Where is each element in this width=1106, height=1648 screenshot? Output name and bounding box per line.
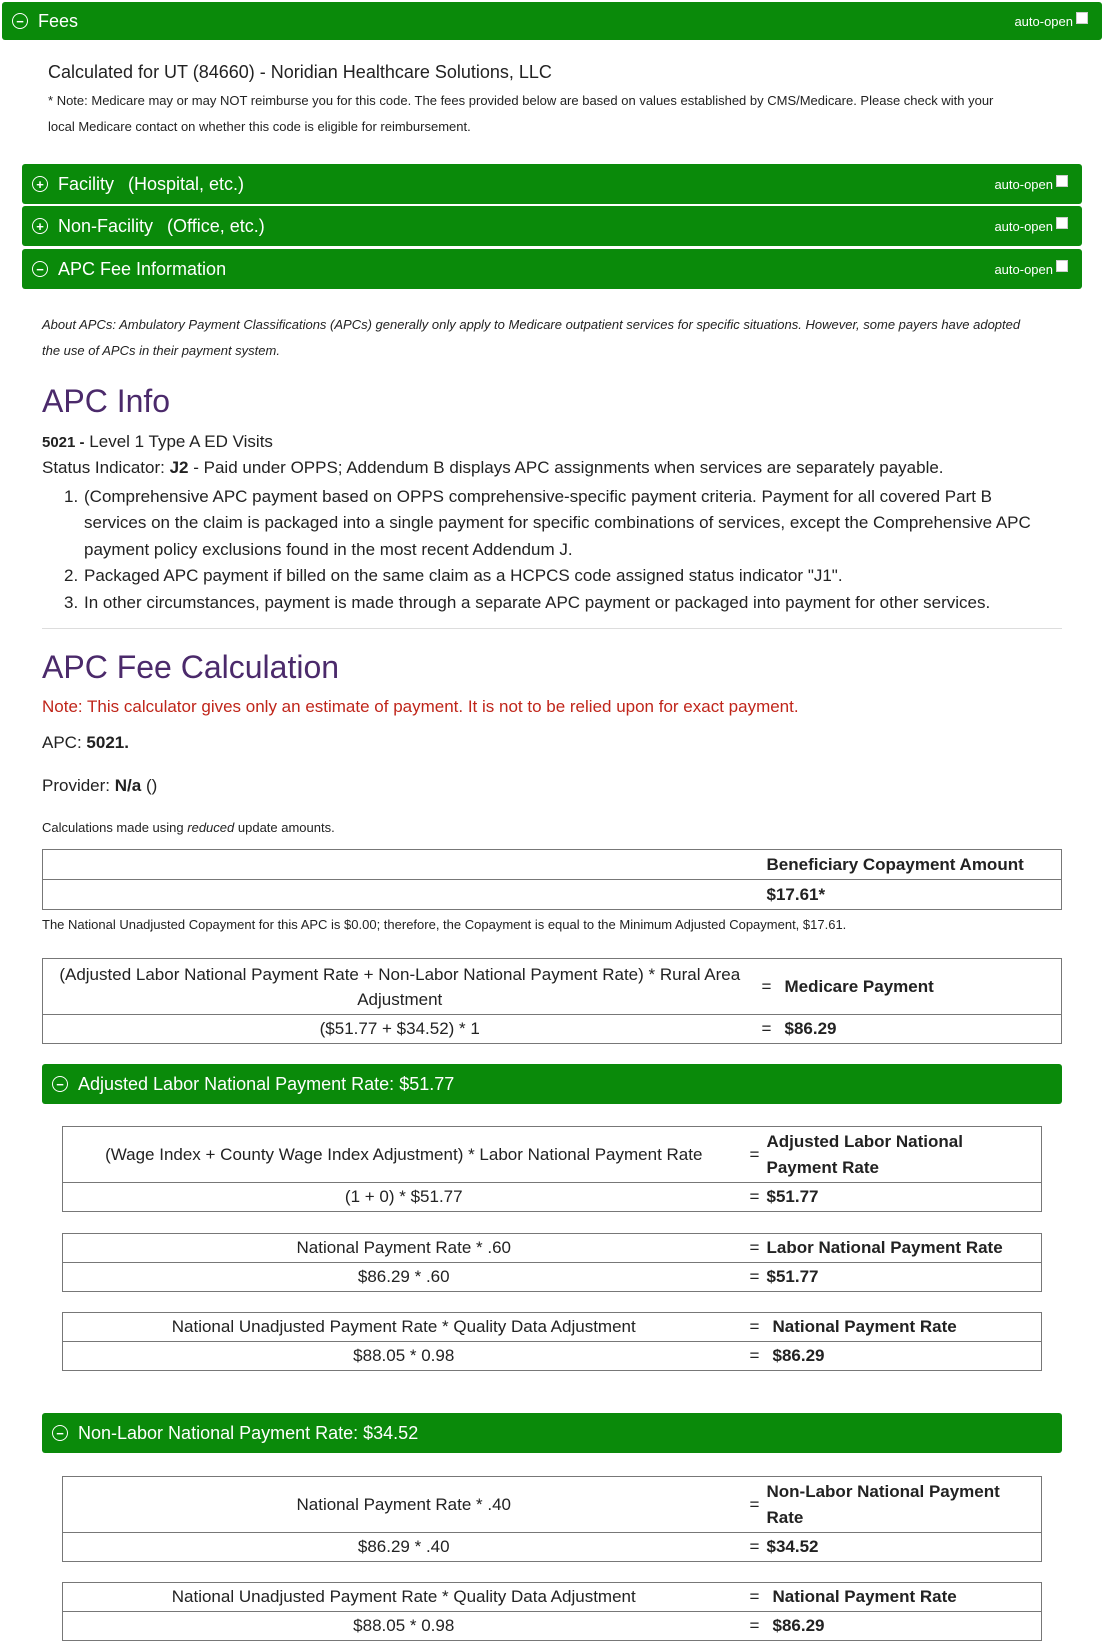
list-item xyxy=(64,563,1064,589)
non-facility-label: Non-Facility xyxy=(58,215,154,236)
facility-sub: (Hospital, etc.) xyxy=(128,173,245,194)
formula: (Wage Index + County Wage Index Adjustment) * Labor National Payment Rate xyxy=(63,1127,745,1183)
auto-open-label: auto-open xyxy=(1014,13,1073,29)
equals-sign: = xyxy=(757,959,777,1015)
auto-open-label: auto-open xyxy=(994,218,1053,234)
about-line1: About APCs: Ambulatory Payment Classifications (APCs) generally only apply to Medicare outpatient services for specific situations. However, some payers have adopted xyxy=(42,317,1021,332)
table-row xyxy=(63,1313,1042,1342)
result-value: $51.77 xyxy=(765,1183,1042,1212)
result-label xyxy=(765,1477,1042,1533)
table-row xyxy=(63,1263,1042,1292)
non-labor-national-table xyxy=(62,1476,1042,1562)
adjusted-labor-table xyxy=(62,1126,1042,1212)
auto-open-checkbox[interactable] xyxy=(1056,175,1068,187)
result-value: $86.29 xyxy=(765,1612,1042,1641)
copay-header: Beneficiary Copayment Amount xyxy=(759,850,1062,880)
equals-sign: = xyxy=(745,1183,765,1212)
non-labor-panel-title: Non-Labor National Payment Rate: $34.52 xyxy=(78,1422,419,1443)
minus-circle-icon[interactable]: − xyxy=(52,1425,68,1441)
table-row xyxy=(43,1015,1062,1044)
formula-line: Adjustment xyxy=(357,989,443,1009)
calc-suffix: update amounts. xyxy=(237,820,335,835)
note-line2: local Medicare contact on whether this code is eligible for reimbursement. xyxy=(48,119,471,134)
list-line: services on the claim is packaged into a single payment for specific combinations of services, except the Comprehensive APC xyxy=(84,513,1031,533)
calc: $86.29 * .40 xyxy=(63,1533,745,1562)
list-number: 3. xyxy=(64,592,79,612)
apc-label: APC: xyxy=(42,733,82,752)
copay-value: $17.61* xyxy=(759,880,1062,910)
formula: National Unadjusted Payment Rate * Quality Data Adjustment xyxy=(63,1583,745,1612)
minus-circle-icon[interactable]: − xyxy=(52,1076,68,1092)
copay-note: The National Unadjusted Copayment for this APC is $0.00; therefore, the Copayment is equal to the Minimum Adjusted Copayment, $17.61. xyxy=(42,917,847,932)
list-text xyxy=(82,484,1031,563)
result-value: $51.77 xyxy=(765,1263,1042,1292)
equals-sign: = xyxy=(745,1127,765,1183)
labor-national-table xyxy=(62,1233,1042,1292)
about-line2: the use of APCs in their payment system. xyxy=(42,343,280,358)
equals-sign: = xyxy=(745,1533,765,1562)
result-label: Labor National Payment Rate xyxy=(765,1234,1042,1263)
labor-panel-title: Adjusted Labor National Payment Rate: $51.77 xyxy=(78,1073,455,1094)
apc-code: 5021 - xyxy=(42,434,85,451)
auto-open-label: auto-open xyxy=(994,261,1053,277)
auto-open-label: auto-open xyxy=(994,176,1053,192)
medicare-payment-table xyxy=(42,958,1062,1044)
result-value: $34.52 xyxy=(765,1533,1042,1562)
table-row xyxy=(63,1234,1042,1263)
copay-table xyxy=(42,849,1062,910)
equals-sign: = xyxy=(745,1342,765,1371)
list-text: Packaged APC payment if billed on the same claim as a HCPCS code assigned status indicator "J1". xyxy=(84,566,843,586)
formula-line: (Adjusted Labor National Payment Rate + Non-Labor National Payment Rate) * Rural Area xyxy=(59,964,741,984)
minus-circle-icon[interactable]: − xyxy=(32,261,48,277)
table-cell xyxy=(43,850,759,880)
national-payment-table-2 xyxy=(62,1582,1042,1641)
calc: $88.05 * 0.98 xyxy=(63,1612,745,1641)
status-indicator-line xyxy=(42,458,944,478)
list-item xyxy=(64,590,1064,616)
facility-label: Facility xyxy=(58,173,115,194)
auto-open-checkbox[interactable] xyxy=(1076,12,1088,24)
result-label xyxy=(765,1127,1042,1183)
non-facility-panel-header[interactable] xyxy=(22,206,1082,246)
table-row xyxy=(43,959,1062,1015)
non-labor-panel-header[interactable] xyxy=(42,1413,1062,1453)
medicare-note xyxy=(48,88,1078,140)
table-row xyxy=(63,1342,1042,1371)
auto-open-toggle[interactable] xyxy=(1014,14,1088,29)
national-payment-table xyxy=(62,1312,1042,1371)
apc-description: Level 1 Type A ED Visits xyxy=(89,432,273,451)
calculated-for: Calculated for UT (84660) - Noridian Healthcare Solutions, LLC xyxy=(48,62,552,82)
status-code: J2 xyxy=(169,458,189,477)
table-row xyxy=(63,1533,1042,1562)
medicare-label: Medicare Payment xyxy=(777,959,1062,1015)
divider xyxy=(42,628,1062,629)
table-row xyxy=(43,850,1062,880)
equals-sign: = xyxy=(757,1015,777,1044)
formula: National Unadjusted Payment Rate * Quality Data Adjustment xyxy=(63,1313,745,1342)
about-apcs xyxy=(42,312,1072,364)
note-line1: Note: Medicare may or may NOT reimburse you for this code. The fees provided below are based on values established by CMS/Medicare. Please check with your xyxy=(56,93,994,108)
fees-title: Fees xyxy=(38,10,79,31)
status-list xyxy=(64,484,1064,616)
calc: $88.05 * 0.98 xyxy=(63,1342,745,1371)
auto-open-checkbox[interactable] xyxy=(1056,217,1068,229)
formula: National Payment Rate * .60 xyxy=(63,1234,745,1263)
auto-open-toggle[interactable] xyxy=(994,219,1068,234)
medicare-formula xyxy=(43,959,757,1015)
list-line: payment policy exclusions found in the most recent Addendum J. xyxy=(84,539,573,559)
fees-panel-header[interactable] xyxy=(2,2,1102,40)
calc: (1 + 0) * $51.77 xyxy=(63,1183,745,1212)
auto-open-toggle[interactable] xyxy=(994,177,1068,192)
plus-circle-icon[interactable]: + xyxy=(32,218,48,234)
table-row xyxy=(63,1127,1042,1183)
calc: $86.29 * .60 xyxy=(63,1263,745,1292)
labor-panel-header[interactable] xyxy=(42,1064,1062,1104)
result-value: $86.29 xyxy=(765,1342,1042,1371)
list-item xyxy=(64,484,1064,563)
note-asterisk: * xyxy=(48,93,54,108)
provider-line xyxy=(42,776,157,796)
apc-code-line xyxy=(42,432,273,452)
apc-info-heading: APC Info xyxy=(42,383,171,419)
plus-circle-icon[interactable]: + xyxy=(32,176,48,192)
formula: National Payment Rate * .40 xyxy=(63,1477,745,1533)
non-facility-sub: (Office, etc.) xyxy=(167,215,265,236)
apc-line xyxy=(42,733,129,753)
apc-value: 5021. xyxy=(86,733,129,752)
calc-basis xyxy=(42,820,335,835)
label-line: Non-Labor National Payment xyxy=(766,1481,1000,1501)
list-line: (Comprehensive APC payment based on OPPS comprehensive-specific payment criteria. Payment for all covered Part B xyxy=(84,487,993,506)
medicare-calc: ($51.77 + $34.52) * 1 xyxy=(43,1015,757,1044)
table-row xyxy=(63,1612,1042,1641)
equals-sign: = xyxy=(745,1313,765,1342)
equals-sign: = xyxy=(745,1612,765,1641)
list-number: 1. xyxy=(64,487,79,506)
equals-sign: = xyxy=(745,1477,765,1533)
list-number: 2. xyxy=(64,566,79,586)
table-cell xyxy=(43,880,759,910)
apc-fee-info-panel-header[interactable] xyxy=(22,249,1082,289)
equals-sign: = xyxy=(745,1583,765,1612)
label-line: Rate xyxy=(766,1507,804,1527)
label-line: Adjusted Labor National xyxy=(766,1131,963,1151)
equals-sign: = xyxy=(745,1234,765,1263)
calc-prefix: Calculations made using xyxy=(42,820,184,835)
calc-em: reduced xyxy=(187,820,235,835)
provider-value: N/a xyxy=(114,776,142,795)
table-row xyxy=(63,1183,1042,1212)
medicare-value: $86.29 xyxy=(777,1015,1062,1044)
table-row xyxy=(63,1477,1042,1533)
result-label: National Payment Rate xyxy=(765,1313,1042,1342)
auto-open-toggle[interactable] xyxy=(994,262,1068,277)
equals-sign: = xyxy=(745,1263,765,1292)
estimate-note: Note: This calculator gives only an estimate of payment. It is not to be relied upon for exact payment. xyxy=(42,697,799,716)
auto-open-checkbox[interactable] xyxy=(1056,260,1068,272)
result-label: National Payment Rate xyxy=(765,1583,1042,1612)
status-label: Status Indicator: xyxy=(42,458,165,477)
provider-label: Provider: xyxy=(42,776,111,795)
list-text: In other circumstances, payment is made through a separate APC payment or packaged into payment for other services. xyxy=(84,592,991,612)
minus-circle-icon[interactable]: − xyxy=(12,13,28,29)
apc-fee-info-label: APC Fee Information xyxy=(58,258,227,279)
facility-panel-header[interactable] xyxy=(22,164,1082,204)
label-line: Payment Rate xyxy=(766,1157,879,1177)
table-row xyxy=(63,1583,1042,1612)
table-row xyxy=(43,880,1062,910)
status-desc: - Paid under OPPS; Addendum B displays APC assignments when services are separately payable. xyxy=(193,458,944,477)
apc-fee-calc-heading: APC Fee Calculation xyxy=(42,649,340,685)
provider-paren: () xyxy=(145,776,158,795)
